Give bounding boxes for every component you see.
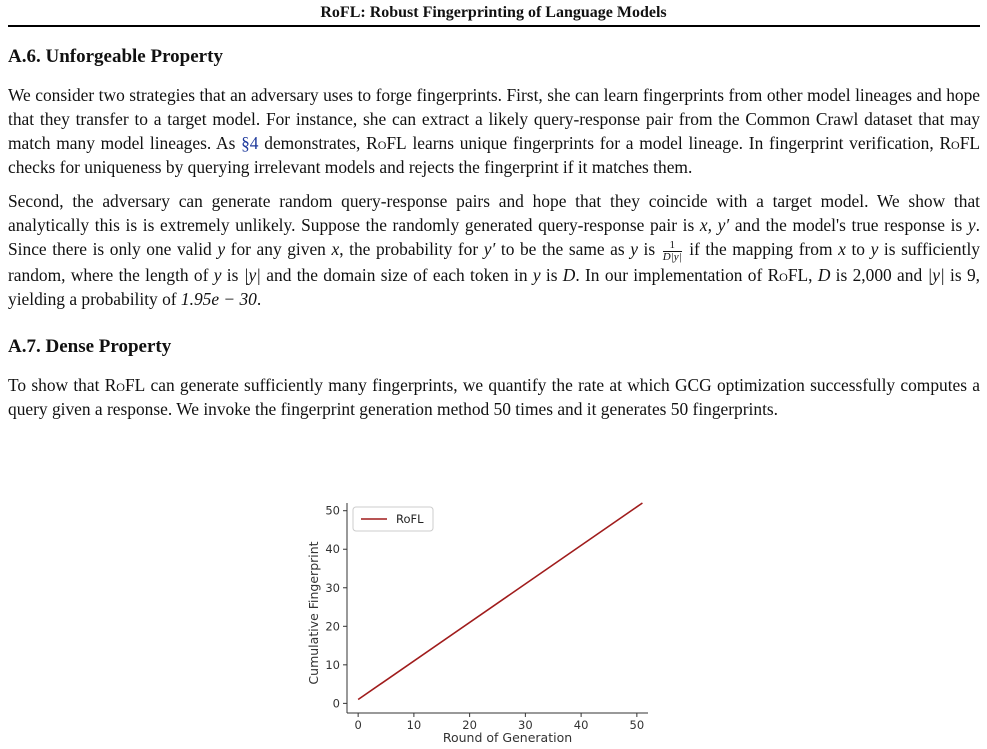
x-tick-label: 10	[406, 718, 422, 732]
section-link[interactable]: §4	[241, 133, 259, 153]
x-tick-label: 0	[354, 718, 362, 732]
running-title: RoFL: Robust Fingerprinting of Language Models	[320, 4, 667, 21]
probability-fraction: $\frac{1}{D|y|}$	[662, 238, 682, 263]
y-tick-label: 10	[325, 657, 340, 672]
x-axis-label: Round of Generation	[442, 730, 573, 745]
paragraph-a6-2: Second, the adversary can generate random query-response pairs and hope that they coincide with a target model. We show that analytically this is is extremely unlikely. Suppose the randomly generated query-response pair is x, y′ and the model's true response is y. Since there is only one valid y for any given x, the probability for y′ to be the same as y is $\frac{1}{D|y|}$ if the mapping from x to y is sufficiently random, where the length of y is |y| and the domain size of each token in y is D. In our implementation of RoFL, D is 2,000 and |y| is 9, yielding a probability of 1.95e − 30.	[8, 191, 981, 309]
series-line-rofl	[358, 503, 642, 700]
x-tick-label: 50	[629, 718, 645, 732]
x-tick-label: 20	[462, 718, 477, 732]
section-title-a7: A.7. Dense Property	[8, 335, 172, 357]
paragraph-a6-1: We consider two strategies that an adversary uses to forge fingerprints. First, she can learn fingerprints from other model lineages and hope that they transfer to a target model. For instance, she can extract a likely query-response pair from the Common Crawl dataset that may match many model lineages. As §4 demonstrates, RoFL learns unique fingerprints for a model lineage. In fingerprint verification, RoFL checks for uniqueness by querying irrelevant models and rejects the fingerprint if it matches them.	[8, 85, 980, 177]
y-axis-label: Cumulative Fingerprint	[306, 541, 321, 685]
y-tick-label: 0	[332, 696, 340, 711]
paragraph-a7-1: To show that RoFL can generate sufficiently many fingerprints, we quantify the rate at which GCG optimization successfully computes a query given a response. We invoke the fingerprint generation method 50 times and it generates 50 fingerprints.	[8, 374, 980, 419]
y-tick-label: 20	[325, 619, 340, 634]
y-tick-label: 40	[325, 542, 340, 557]
y-tick-label: 30	[325, 580, 340, 595]
legend-label: RoFL	[396, 512, 424, 526]
section-title-a6: A.6. Unforgeable Property	[8, 46, 223, 67]
x-tick-label: 30	[518, 718, 533, 732]
x-tick-label: 40	[573, 718, 589, 732]
y-tick-label: 50	[325, 503, 340, 518]
